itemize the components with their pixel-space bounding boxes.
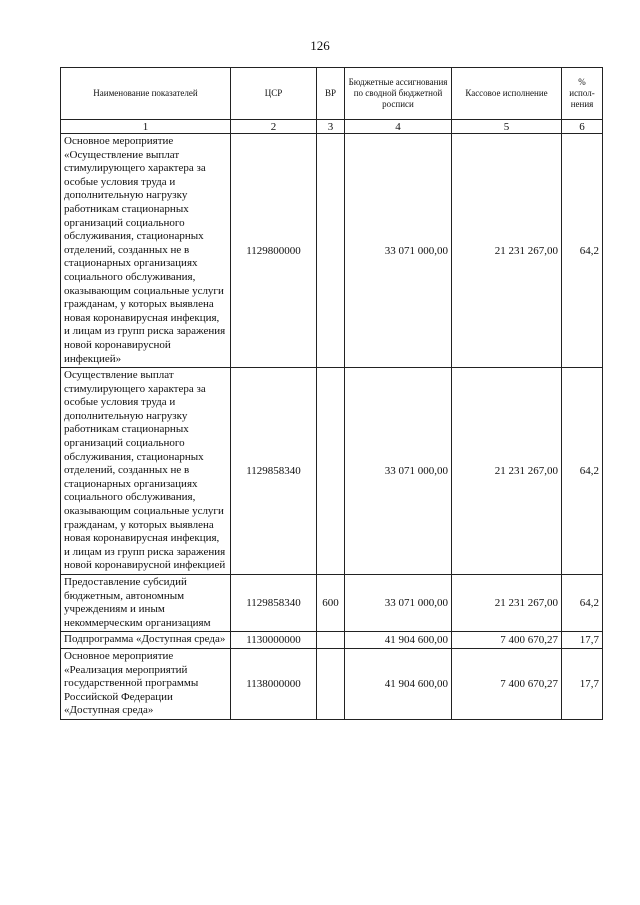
row-budget: 41 904 600,00 [345, 632, 452, 649]
row-csr: 1129800000 [231, 134, 317, 368]
row-cash: 21 231 267,00 [452, 368, 562, 575]
row-percent: 64,2 [562, 134, 603, 368]
row-cash: 21 231 267,00 [452, 575, 562, 632]
column-number: 1 [61, 120, 231, 134]
row-csr: 1129858340 [231, 575, 317, 632]
table-row [61, 368, 603, 575]
row-vr [317, 632, 345, 649]
row-budget: 41 904 600,00 [345, 648, 452, 719]
row-budget: 33 071 000,00 [345, 134, 452, 368]
row-csr: 1130000000 [231, 632, 317, 649]
row-cash: 7 400 670,27 [452, 648, 562, 719]
header-row [61, 68, 603, 120]
header-name: Наименование показателей [61, 68, 231, 120]
row-budget: 33 071 000,00 [345, 368, 452, 575]
row-csr: 1129858340 [231, 368, 317, 575]
row-vr [317, 648, 345, 719]
column-number: 4 [345, 120, 452, 134]
header-cash: Кассовое исполнение [452, 68, 562, 120]
row-cash: 21 231 267,00 [452, 134, 562, 368]
budget-execution-table [60, 67, 603, 720]
row-percent: 64,2 [562, 575, 603, 632]
row-name: Подпрограмма «Доступная среда» [61, 632, 231, 649]
row-percent: 17,7 [562, 632, 603, 649]
header-budget: Бюджетные ассигнования по сводной бюджетной росписи [345, 68, 452, 120]
row-budget: 33 071 000,00 [345, 575, 452, 632]
row-name: Основное мероприятие «Реализация мероприятий государственной программы Российской Федерации «Доступная среда» [61, 648, 231, 719]
row-vr: 600 [317, 575, 345, 632]
table-row [61, 134, 603, 368]
row-percent: 64,2 [562, 368, 603, 575]
column-number-row [61, 120, 603, 134]
row-vr [317, 134, 345, 368]
column-number: 6 [562, 120, 603, 134]
column-number: 3 [317, 120, 345, 134]
table-row [61, 648, 603, 719]
table-row [61, 632, 603, 649]
header-vr: ВР [317, 68, 345, 120]
row-vr [317, 368, 345, 575]
table-row [61, 575, 603, 632]
header-csr: ЦСР [231, 68, 317, 120]
row-name: Основное мероприятие «Осуществление выплат стимулирующего характера за особые условия труда и дополнительную нагрузку работникам стационарных организаций социального обслуживания, стационарных отделений, созданных не в стационарных организациях социального обслуживания, оказывающим социальные услуги гражданам, у которых выявлена новая коронавирусная инфекция, и лицам из групп риска заражения новой коронавирусной инфекцией» [61, 134, 231, 368]
row-name: Предоставление субсидий бюджетным, автономным учреждениям и иным некоммерческим организациям [61, 575, 231, 632]
row-cash: 7 400 670,27 [452, 632, 562, 649]
column-number: 2 [231, 120, 317, 134]
row-csr: 1138000000 [231, 648, 317, 719]
row-percent: 17,7 [562, 648, 603, 719]
row-name: Осуществление выплат стимулирующего характера за особые условия труда и дополнительную нагрузку работникам стационарных организаций социального обслуживания, стационарных отделений, созданных не в стационарных организациях социального обслуживания, оказывающим социальные услуги гражданам, у которых выявлена новая коронавирусная инфекция, и лицам из групп риска заражения новой коронавирусной инфекцией [61, 368, 231, 575]
header-percent: % испол-нения [562, 68, 603, 120]
page-number: 126 [310, 38, 330, 53]
column-number: 5 [452, 120, 562, 134]
